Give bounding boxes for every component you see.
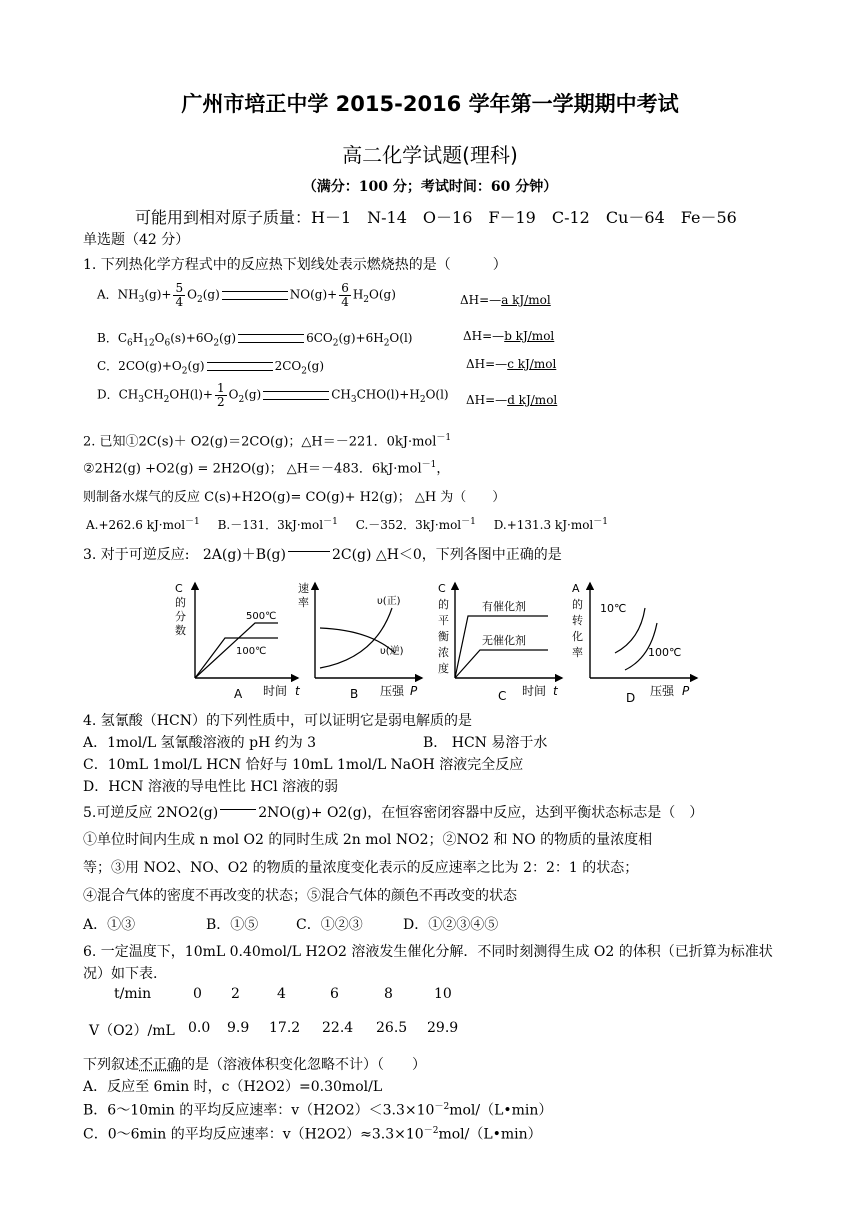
graph-c-xlabel: 时间 bbox=[522, 684, 547, 698]
q2-line1: 2. 已知①2C(s)＋ O2(g)＝2CO(g)；△H＝－221．0kJ·mol$^{-1}$ bbox=[83, 433, 452, 450]
q1-a-label: A．NH bbox=[97, 287, 139, 302]
graph-b bbox=[298, 581, 422, 701]
q6-stem-line2: 况）如下表. bbox=[83, 966, 158, 982]
q5-option-c: C．①②③ bbox=[296, 917, 363, 933]
graph-a-line2: 100℃ bbox=[236, 646, 267, 657]
q5-option-d: D．①②③④⑤ bbox=[403, 917, 499, 933]
graph-b-letter: B bbox=[350, 687, 359, 701]
graph-c-letter: C bbox=[498, 689, 507, 703]
graph-c-line1: 有催化剂 bbox=[482, 600, 526, 613]
atomic-mass-line: 可能用到相对原子质量：H－1 N-14 O－16 F－19 C-12 Cu－64 Fe－56 bbox=[135, 208, 737, 227]
graph-b-line2: υ(逆) bbox=[380, 646, 404, 657]
table-cell: 26.5 bbox=[376, 1020, 408, 1036]
q1-option-a: A．$NH_3(g)+$ $\frac{5}{4}$ $O_2(g)$ NO(g)+ $\frac{6}{4}$ $H_2O(g)$ bbox=[97, 281, 396, 309]
q3-stem: 3. 对于可逆反应: 2A(g)＋B(g) 2C(g) △H＜0，下列各图中正确的是 bbox=[83, 547, 562, 563]
graph-a-ylabel-2: 分 bbox=[175, 610, 186, 623]
q5-option-a: A．①③ bbox=[83, 917, 136, 933]
q1-a-dh: ΔH=—a kJ/mol bbox=[460, 293, 551, 307]
q6-stem-line1: 6. 一定温度下，10mL 0.40mol/L H2O2 溶液发生催化分解．不同时刻测得生成 O2 的体积（已折算为标准状 bbox=[83, 944, 773, 960]
graph-b-ylabel-0: 速 bbox=[298, 582, 309, 595]
exam-subtitle: 高二化学试题(理科) bbox=[342, 143, 518, 167]
graph-b-ylabel-1: 率 bbox=[298, 596, 309, 609]
table-cell: 4 bbox=[277, 986, 286, 1002]
graph-c-ylabel-1: 的 bbox=[438, 598, 449, 611]
q5-line2: 等；③用 NO2、NO、O2 的物质的量浓度变化表示的反应速率之比为 2：2：1 的状态； bbox=[83, 860, 639, 876]
graph-a-ylabel-1: 的 bbox=[175, 596, 186, 609]
q4-stem: 4. 氢氰酸（HCN）的下列性质中，可以证明它是弱电解质的是 bbox=[83, 713, 472, 729]
graph-d bbox=[572, 582, 697, 705]
q1-c-dh: ΔH=—c kJ/mol bbox=[466, 357, 557, 371]
graph-a-letter: A bbox=[234, 687, 243, 701]
graph-c-xvar: t bbox=[553, 684, 558, 698]
graph-a-xlabel: 时间 bbox=[263, 684, 288, 698]
table-cell: 9.9 bbox=[227, 1020, 250, 1036]
graph-c-ylabel-4: 浓 bbox=[438, 646, 449, 659]
graph-d-ylabel-3: 化 bbox=[572, 630, 583, 643]
graph-a-xvar: t bbox=[295, 684, 300, 698]
graph-c-ylabel-0: C bbox=[438, 582, 446, 595]
table-cell: 8 bbox=[384, 986, 393, 1002]
q5-line1: ①单位时间内生成 n mol O2 的同时生成 2n mol NO2；②NO2 和 NO 的物质的量浓度相 bbox=[83, 832, 653, 848]
q5-stem: 5.可逆反应 2NO2(g) 2NO(g)+ O2(g)，在恒容密闭容器中反应，达到平衡状态标志是（ ） bbox=[83, 805, 704, 821]
exam-info: （满分：100 分；考试时间：60 分钟） bbox=[302, 179, 558, 195]
q6-option-b: B．6～10min 的平均反应速率：$v(H2O2)<3.3\times 10^{-2}mol/(L•\min)$ bbox=[83, 1102, 553, 1119]
graph-a-ylabel-3: 数 bbox=[175, 624, 186, 637]
graph-c-line2: 无催化剂 bbox=[482, 634, 526, 647]
exam-title: 广州市培正中学 2015-2016 学年第一学期期中考试 bbox=[181, 92, 679, 116]
q6-option-c: C．0～6min 的平均反应速率：$v(H2O2)\approx 3.3\times 10^{-2}mol/(L•\min)$ bbox=[83, 1126, 542, 1143]
graph-b-xlabel: 压强 bbox=[380, 684, 405, 698]
q5-option-b: B．①⑤ bbox=[206, 917, 259, 933]
table-cell: 6 bbox=[330, 986, 339, 1002]
q6-option-a: A．反应至 6min 时，c（H2O2）=0.30mol/L bbox=[83, 1079, 383, 1095]
table-cell: 29.9 bbox=[427, 1020, 459, 1036]
table-cell: 0.0 bbox=[188, 1020, 211, 1036]
q2-options: A.+262.6 kJ·mol$^{-1}$ B.－131．3kJ·mol$^{-1}$ C.－352．3kJ·mol$^{-1}$ D.+131.3 kJ·mol$^{-1}$ bbox=[86, 517, 609, 532]
graph-d-xlabel: 压强 bbox=[650, 684, 675, 698]
q1-stem: 1. 下列热化学方程式中的反应热下划线处表示燃烧热的是（ ） bbox=[83, 257, 507, 273]
graph-a-ylabel-0: C bbox=[175, 582, 183, 595]
table-cell: 17.2 bbox=[269, 1020, 301, 1036]
graph-a-line1: 500℃ bbox=[246, 611, 277, 622]
table-cell: 0 bbox=[193, 986, 202, 1002]
table-cell: 22.4 bbox=[322, 1020, 354, 1036]
graph-d-ylabel-2: 转 bbox=[572, 614, 583, 627]
q4-option-a: A．1mol/L 氢氰酸溶液的 pH 约为 3 bbox=[83, 735, 317, 751]
graph-d-ylabel-0: A bbox=[572, 582, 580, 595]
graph-c bbox=[438, 582, 562, 703]
q3-graphs bbox=[170, 578, 730, 708]
graph-d-ylabel-1: 的 bbox=[572, 598, 583, 611]
q4-option-b: B． HCN 易溶于水 bbox=[423, 735, 548, 751]
table-cell: 2 bbox=[231, 986, 240, 1002]
q4-option-c: C．10mL 1mol/L HCN 恰好与 10mL 1mol/L NaOH 溶液完全反应 bbox=[83, 757, 524, 773]
section-heading: 单选题（42 分） bbox=[83, 232, 190, 248]
q1-option-c: C．$2CO(g)+O_2(g)$ $2CO_2(g)$ bbox=[97, 359, 324, 377]
q1-d-dh: ΔH=—d kJ/mol bbox=[466, 393, 558, 407]
q2-line3: 则制备水煤气的反应 C(s)+H2O(g)= CO(g)+ H2(g)； △H 为（ ） bbox=[83, 490, 506, 505]
q5-line3: ④混合气体的密度不再改变的状态；⑤混合气体的颜色不再改变的状态 bbox=[83, 888, 517, 904]
graph-a bbox=[175, 582, 301, 701]
table-cell: 10 bbox=[434, 986, 452, 1002]
q4-option-d: D．HCN 溶液的导电性比 HCl 溶液的弱 bbox=[83, 779, 339, 795]
table-row1-header: t/min bbox=[114, 986, 152, 1002]
graph-d-xvar: P bbox=[682, 684, 690, 698]
graph-d-line1: 10℃ bbox=[600, 602, 627, 615]
graph-b-line1: υ(正) bbox=[377, 596, 401, 607]
graph-b-xvar: P bbox=[410, 684, 418, 698]
graph-c-ylabel-2: 平 bbox=[438, 614, 449, 627]
q2-line2: ②2H2(g) +O2(g) = 2H2O(g)； △H＝－483．6kJ·mol$^{-1}$， bbox=[83, 460, 450, 477]
q1-b-dh: ΔH=—b kJ/mol bbox=[463, 329, 555, 343]
table-row2-header: V（O2）/mL bbox=[89, 1023, 175, 1039]
q1-option-d: D．$CH_3CH_2OH(l)+$ $\frac{1}{2}$ $O_2(g)$ $CH_3CHO(l)+H_2O(l)$ bbox=[97, 381, 449, 409]
q6-note: 下列叙述不正确的是（溶液体积变化忽略不计）（ ） bbox=[83, 1057, 426, 1073]
graph-c-ylabel-3: 衡 bbox=[438, 630, 449, 643]
graph-d-ylabel-4: 率 bbox=[572, 646, 583, 659]
q1-option-b: B．$C_6H_{12}O_6(s)+6O_2(g)$ $6CO_2(g)+6H_2O(l)$ bbox=[97, 331, 413, 349]
graph-d-line2: 100℃ bbox=[648, 646, 682, 659]
graph-d-letter: D bbox=[626, 691, 636, 705]
graph-c-ylabel-5: 度 bbox=[438, 662, 449, 675]
